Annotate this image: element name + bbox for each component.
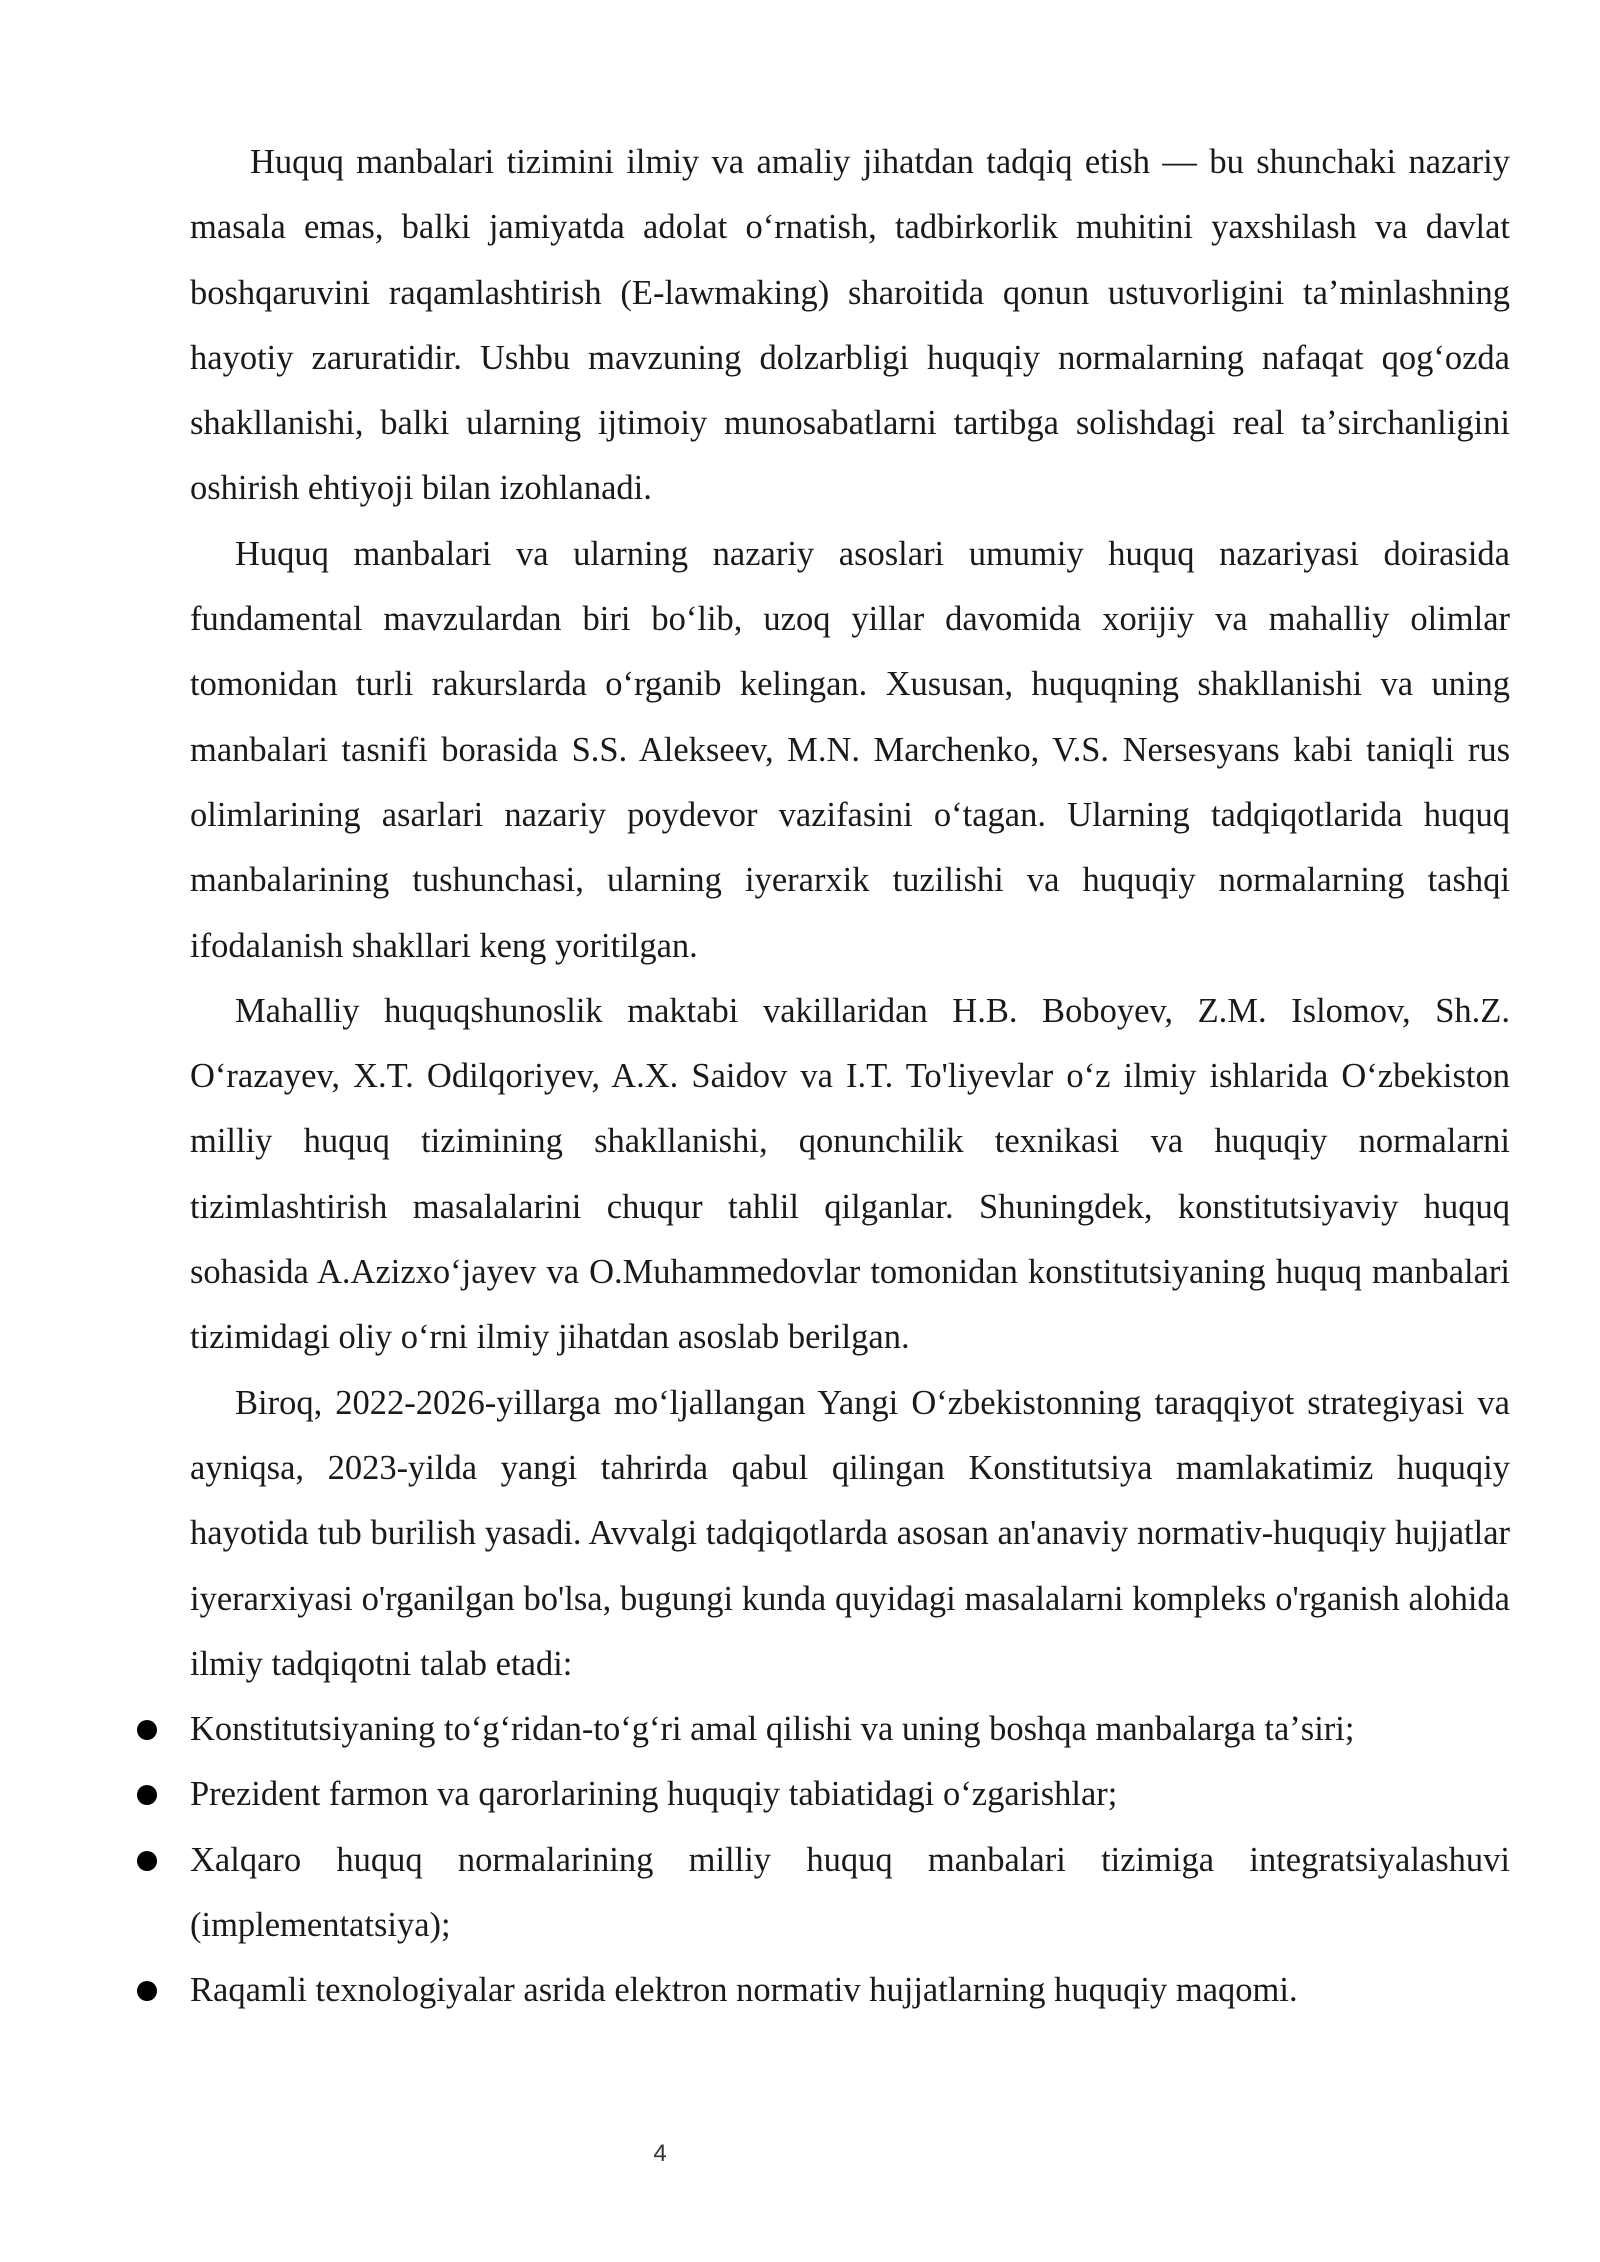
list-item-text: Raqamli texnologiyalar asrida elektron normativ hujjatlarning huquqiy maqomi.: [190, 1971, 1298, 2010]
page-number: 4: [653, 2140, 667, 2167]
paragraph-intro: Huquq manbalari tizimini ilmiy va amaliy jihatdan tadqiq etish — bu shunchaki nazariy masala emas, balki jamiyatda adolat oʻrnatish, tadbirkorlik muhitini yaxshilash va davlat boshqaruvini raqamlashtirish (E-lawmaking) sharoitida qonun ustuvorligini taʼminlashning hayotiy zaruratidir. Ushbu mavzuning dolzarbligi huquqiy normalarning nafaqat qogʻozda shakllanishi, balki ularning ijtimoiy munosabatlarni tartibga solishdagi real taʼsirchanligini oshirish ehtiyoji bilan izohlanadi.: [190, 143, 1510, 508]
paragraph-however: Biroq, 2022-2026-yillarga moʻljallangan Yangi Oʻzbekistonning taraqqiyot strategiyasi va ayniqsa, 2023-yilda yangi tahrirda qabul qilingan Konstitutsiya mamlakatimiz huquqiy hayotida tub burilish yasadi. Avvalgi tadqiqotlarda asosan an'anaviy normativ-huquqiy hujjatlar iyerarxiyasi o'rganilgan bo'lsa, bugungi kunda quyidagi masalalarni kompleks o'rganish alohida ilmiy tadqiqotni talab etadi:: [190, 1383, 1510, 1683]
bullet-list: [190, 1697, 1510, 2023]
bullet-icon: [137, 1720, 157, 1740]
list-item-text: Konstitutsiyaning toʻgʻridan-toʻgʻri amal qilishi va uning boshqa manbalarga taʼsiri;: [190, 1710, 1355, 1749]
list-item-text: Prezident farmon va qarorlarining huquqiy tabiatidagi oʻzgarishlar;: [190, 1775, 1118, 1814]
paragraph-local-scholars: Mahalliy huquqshunoslik maktabi vakillaridan H.B. Boboyev, Z.M. Islomov, Sh.Z. Oʻrazayev, X.T. Odilqoriyev, A.X. Saidov va I.T. To'liyevlar oʻz ilmiy ishlarida Oʻzbekiston milliy huquq tizimining shakllanishi, qonunchilik texnikasi va huquqiy normalarni tizimlashtirish masalalarini chuqur tahlil qilganlar. Shuningdek, konstitutsiyaviy huquq sohasida A.Azizxoʻjayev va O.Muhammedovlar tomonidan konstitutsiyaning huquq manbalari tizimidagi oliy oʻrni ilmiy jihatdan asoslab berilgan.: [190, 991, 1510, 1357]
list-item-text: Xalqaro huquq normalarining milliy huquq manbalari tizimiga integratsiyalashuvi (implementatsiya);: [190, 1840, 1510, 1945]
list-item: [190, 1697, 1510, 1762]
paragraph-theory: Huquq manbalari va ularning nazariy asoslari umumiy huquq nazariyasi doirasida fundamental mavzulardan biri boʻlib, uzoq yillar davomida xorijiy va mahalliy olimlar tomonidan turli rakurslarda oʻrganib kelingan. Xususan, huquqning shakllanishi va uning manbalari tasnifi borasida S.S. Alekseev, M.N. Marchenko, V.S. Nersesyans kabi taniqli rus olimlarining asarlari nazariy poydevor vazifasini oʻtagan. Ularning tadqiqotlarida huquq manbalarining tushunchasi, ularning iyerarxik tuzilishi va huquqiy normalarning tashqi ifodalanish shakllari keng yoritilgan.: [190, 534, 1510, 965]
list-item: [190, 1762, 1510, 1827]
bullet-icon: [137, 1851, 157, 1871]
list-item: [190, 1828, 1510, 1959]
bullet-icon: [137, 1981, 157, 2001]
bullet-icon: [137, 1785, 157, 1805]
page-body: [190, 130, 1510, 2024]
list-item: [190, 1958, 1510, 2023]
